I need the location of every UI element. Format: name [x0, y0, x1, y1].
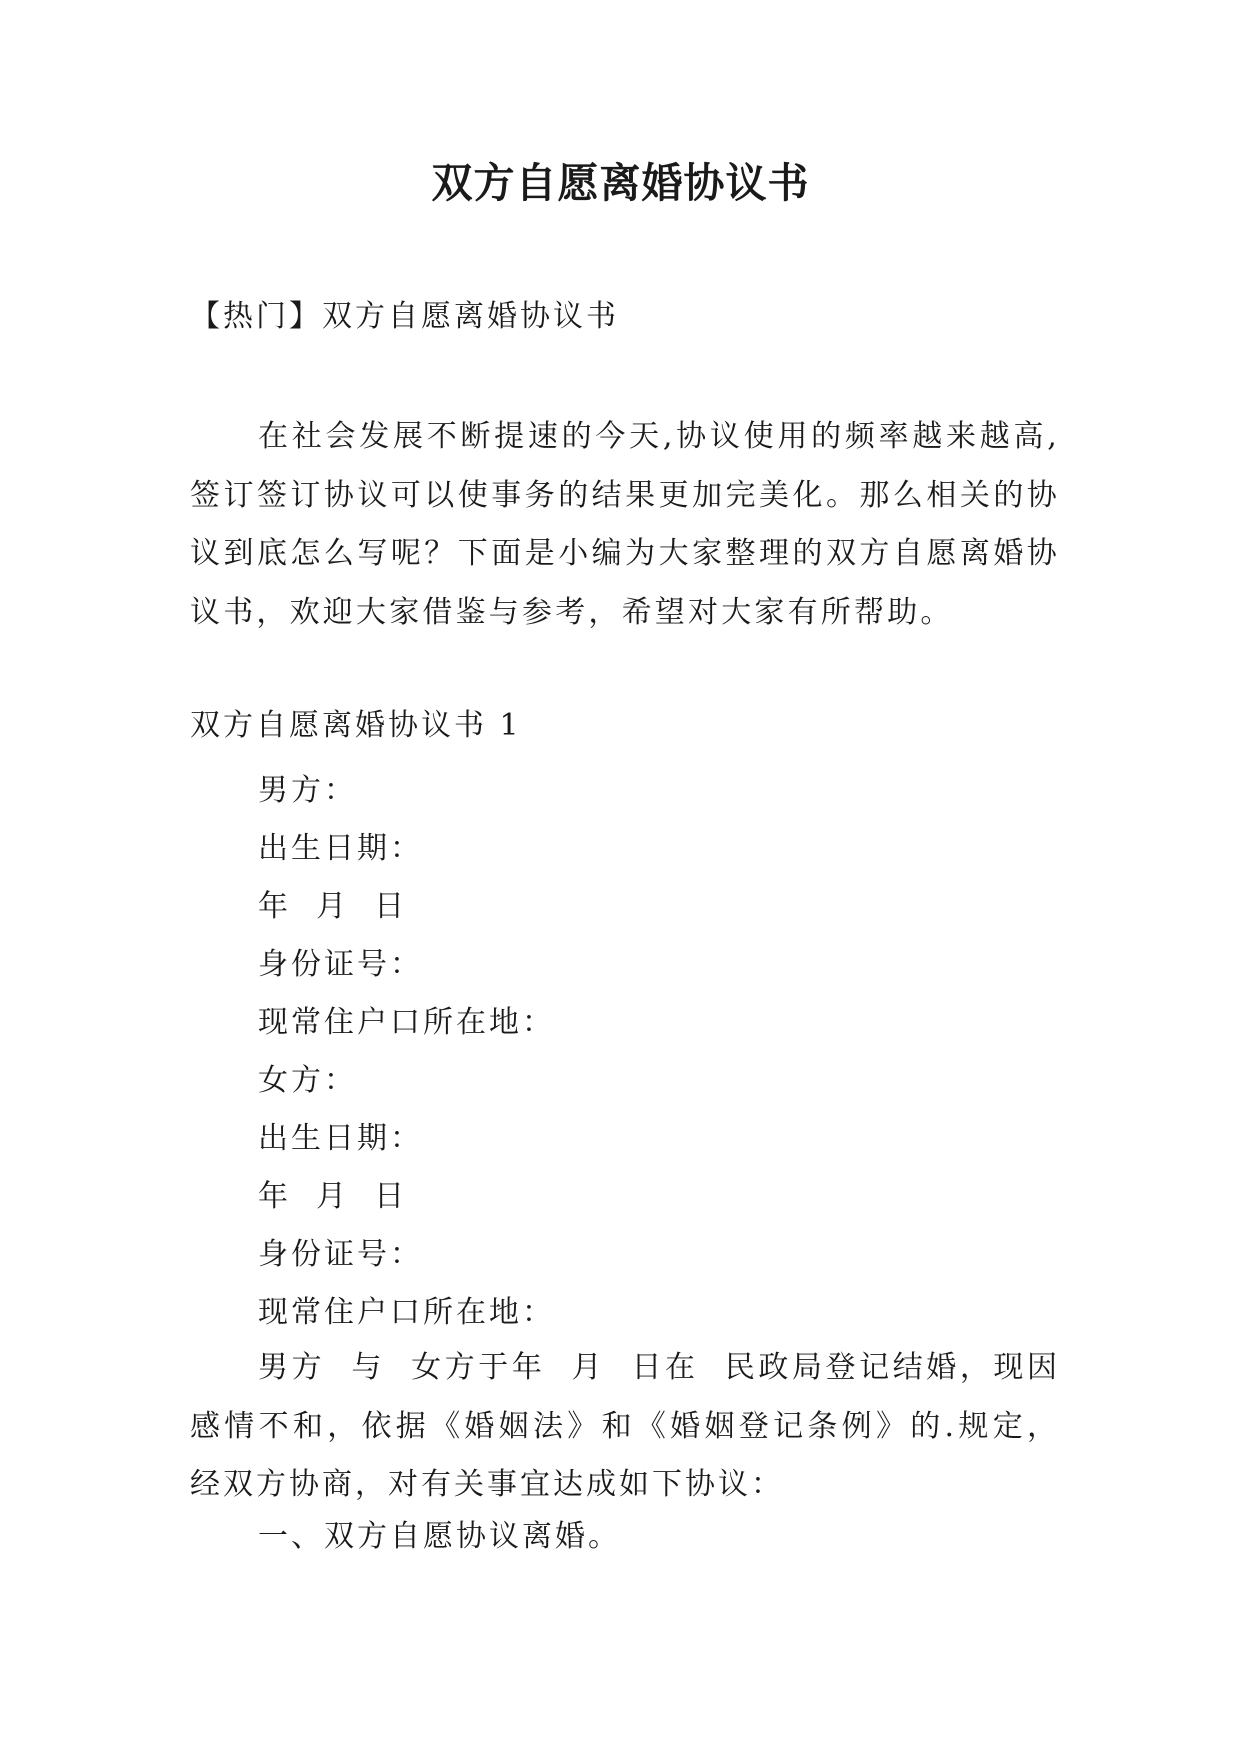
- field-female-id-number: 身份证号：: [258, 1237, 423, 1272]
- party-fields-list: [258, 762, 555, 1342]
- field-male-birthdate: 出生日期：: [258, 831, 423, 866]
- field-female-birthdate: 出生日期：: [258, 1121, 423, 1156]
- section-heading: 双方自愿离婚协议书 1: [190, 708, 522, 743]
- field-male-id-number: 身份证号：: [258, 947, 423, 982]
- field-female-date-ymd: 年 月 日: [258, 1179, 408, 1214]
- field-female-party: 女方：: [258, 1063, 357, 1098]
- field-male-residence: 现常住户口所在地：: [258, 1005, 555, 1040]
- clause-one: 一、双方自愿协议离婚。: [258, 1519, 621, 1554]
- field-male-party: 男方：: [258, 773, 357, 808]
- document-title: 双方自愿离婚协议书: [431, 159, 810, 207]
- field-male-date-ymd: 年 月 日: [258, 889, 408, 924]
- intro-paragraph: 在社会发展不断提速的今天,协议使用的频率越来越高,签订签订协议可以使事务的结果更加完美化。那么相关的协议到底怎么写呢？下面是小编为大家整理的双方自愿离婚协议书，欢迎大家借鉴与参考，希望对大家有所帮助。: [190, 419, 1060, 630]
- field-female-residence: 现常住户口所在地：: [258, 1295, 555, 1330]
- agreement-body-paragraph: 男方 与 女方于年 月 日在 民政局登记结婚，现因感情不和，依据《婚姻法》和《婚姻登记条例》的.规定，经双方协商，对有关事宜达成如下协议：: [190, 1350, 1060, 1502]
- document-subtitle: 【热门】双方自愿离婚协议书: [190, 299, 619, 334]
